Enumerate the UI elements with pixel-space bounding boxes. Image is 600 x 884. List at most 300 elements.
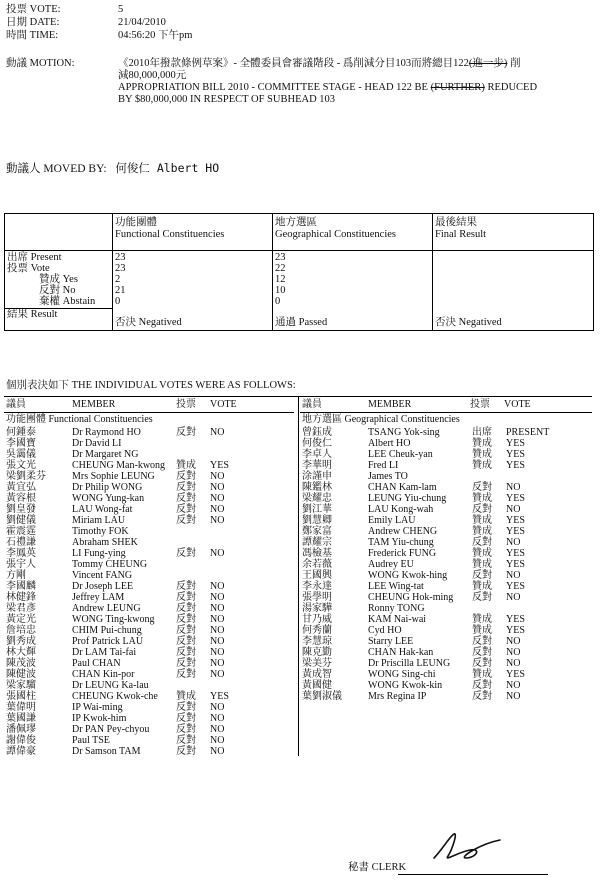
vote-en: YES: [506, 449, 525, 460]
vote-gc: 22: [275, 263, 286, 274]
member-vote-row: [300, 537, 590, 548]
vote-zh: 贊成: [472, 438, 492, 449]
motion-zh-part: 《2010年撥款條例草案》- 全體委員會審議階段 - 爲削減分目103而將總目122: [118, 58, 469, 69]
vote-zh: 反對: [472, 592, 492, 603]
member-name-en: Dr Priscilla LEUNG: [368, 658, 451, 669]
vote-en: NO: [210, 636, 225, 647]
motion-en-line1: [118, 82, 596, 94]
gc-col-vote-zh: 投票: [470, 399, 490, 410]
vote-zh: 反對: [472, 537, 492, 548]
member-name-zh: 梁耀忠: [302, 493, 332, 504]
member-name-en: Dr LEUNG Ka-lau: [72, 680, 149, 691]
vote-en: YES: [506, 669, 525, 680]
vote-en: NO: [210, 724, 225, 735]
vote-zh: 反對: [472, 647, 492, 658]
vote-zh: 反對: [176, 614, 196, 625]
no-fc: 21: [115, 285, 126, 296]
gc-col-member-en: MEMBER: [368, 399, 412, 410]
vote-zh: 贊成: [472, 669, 492, 680]
vote-en: NO: [210, 427, 225, 438]
member-name-en: Emily LAU: [368, 515, 416, 526]
vote-en: YES: [210, 691, 229, 702]
vote-en: NO: [210, 669, 225, 680]
mover-name: 何俊仁 Albert HO: [115, 161, 220, 175]
vote-zh: 反對: [176, 735, 196, 746]
member-name-zh: 潘佩璆: [6, 724, 36, 735]
member-name-zh: 陳健波: [6, 669, 36, 680]
vote-en: NO: [210, 548, 225, 559]
vote-en: NO: [210, 658, 225, 669]
member-name-en: Ronny TONG: [368, 603, 425, 614]
mover-row: [6, 162, 219, 176]
vote-en: YES: [506, 581, 525, 592]
member-name-zh: 涂謹申: [302, 471, 332, 482]
member-name-en: WONG Sing-chi: [368, 669, 436, 680]
member-vote-row: [4, 460, 294, 471]
member-name-en: WONG Yung-kan: [72, 493, 145, 504]
fc-col-vote-zh: 投票: [176, 399, 196, 410]
member-name-zh: 馮檢基: [302, 548, 332, 559]
vote-fc: 23: [115, 263, 126, 274]
vote-row-label: 投票 Vote: [7, 263, 50, 274]
member-vote-row: [4, 713, 294, 724]
member-vote-row: [4, 493, 294, 504]
member-name-en: Abraham SHEK: [72, 537, 138, 548]
vote-en: NO: [210, 614, 225, 625]
vote-zh: 反對: [472, 680, 492, 691]
member-vote-row: [300, 625, 590, 636]
member-name-en: Tommy CHEUNG: [72, 559, 148, 570]
fc-col-vote-en: VOTE: [210, 399, 237, 410]
motion-zh-line1: [118, 58, 596, 70]
vote-en: YES: [506, 515, 525, 526]
vote-zh: 反對: [472, 570, 492, 581]
member-name-zh: 林健鋒: [6, 592, 36, 603]
member-name-en: Dr David LI: [72, 438, 122, 449]
gc-col-member-zh: 議員: [302, 399, 322, 410]
no-label: 反對 No: [39, 285, 76, 296]
member-vote-row: [4, 625, 294, 636]
vote-en: NO: [210, 504, 225, 515]
vote-zh: 反對: [472, 482, 492, 493]
member-name-zh: 王國興: [302, 570, 332, 581]
member-vote-row: [4, 504, 294, 515]
member-name-zh: 何秀蘭: [302, 625, 332, 636]
member-vote-row: [300, 449, 590, 460]
member-name-en: CHEUNG Man-kwong: [72, 460, 166, 471]
member-vote-row: [4, 526, 294, 537]
member-name-en: Dr Raymond HO: [72, 427, 141, 438]
member-name-en: James TO: [368, 471, 408, 482]
final-header: [435, 217, 486, 241]
member-name-en: TAM Yiu-chung: [368, 537, 434, 548]
member-vote-row: [300, 438, 590, 449]
vote-zh: 反對: [176, 647, 196, 658]
vote-zh: 贊成: [472, 493, 492, 504]
member-name-en: WONG Ting-kwong: [72, 614, 155, 625]
member-vote-row: [300, 647, 590, 658]
result-label: 結果 Result: [7, 309, 58, 320]
member-vote-row: [4, 603, 294, 614]
member-vote-row: [4, 746, 294, 757]
vote-en: NO: [210, 735, 225, 746]
member-vote-row: [300, 691, 590, 702]
member-name-zh: 何俊仁: [302, 438, 332, 449]
member-name-en: Paul CHAN: [72, 658, 121, 669]
fc-header-zh: 功能團體: [115, 217, 157, 228]
fc-section-title: 功能團體 Functional Constituencies: [6, 414, 153, 425]
gc-col-vote-en: VOTE: [504, 399, 531, 410]
member-name-zh: 梁美芬: [302, 658, 332, 669]
vote-zh: 反對: [176, 713, 196, 724]
vote-en: YES: [506, 548, 525, 559]
member-name-zh: 黃國健: [302, 680, 332, 691]
member-name-zh: 林大輝: [6, 647, 36, 658]
vote-zh: 贊成: [472, 515, 492, 526]
member-name-en: LAU Kong-wah: [368, 504, 434, 515]
yes-gc: 12: [275, 274, 286, 285]
member-name-zh: 霍震霆: [6, 526, 36, 537]
time-label: 時間 TIME:: [6, 30, 59, 41]
vote-en: YES: [506, 614, 525, 625]
present-label: 出席 Present: [7, 252, 62, 263]
date-label: 日期 DATE:: [6, 17, 60, 28]
member-name-zh: 陳茂波: [6, 658, 36, 669]
member-name-zh: 鄭家富: [302, 526, 332, 537]
member-name-en: Vincent FANG: [72, 570, 133, 581]
member-vote-row: [4, 702, 294, 713]
vote-zh: 反對: [176, 746, 196, 757]
member-name-en: LEE Cheuk-yan: [368, 449, 433, 460]
member-vote-row: [4, 735, 294, 746]
vote-en: NO: [210, 581, 225, 592]
vote-zh: 贊成: [472, 526, 492, 537]
member-name-en: Miriam LAU: [72, 515, 126, 526]
vote-en: NO: [210, 515, 225, 526]
member-vote-row: [300, 515, 590, 526]
vote-value: 5: [118, 4, 124, 15]
member-name-zh: 吳靄儀: [6, 449, 36, 460]
member-vote-row: [4, 724, 294, 735]
date-value: 21/04/2010: [118, 17, 166, 28]
member-name-zh: 陳克勤: [302, 647, 332, 658]
vote-zh: 反對: [472, 691, 492, 702]
gc-result: 通過 Passed: [275, 317, 328, 328]
member-vote-row: [4, 471, 294, 482]
vote-zh: 贊成: [472, 559, 492, 570]
vote-zh: 反對: [176, 625, 196, 636]
vote-zh: 贊成: [472, 581, 492, 592]
member-vote-row: [300, 504, 590, 515]
member-name-en: Prof Patrick LAU: [72, 636, 144, 647]
member-name-en: Dr Samson TAM: [72, 746, 141, 757]
member-vote-row: [4, 537, 294, 548]
member-name-en: Paul TSE: [72, 735, 110, 746]
vote-zh: 贊成: [472, 548, 492, 559]
fc-col-member-en: MEMBER: [72, 399, 116, 410]
member-name-en: Andrew CHENG: [368, 526, 438, 537]
member-vote-row: [300, 559, 590, 570]
member-vote-row: [4, 548, 294, 559]
vote-en: NO: [210, 592, 225, 603]
member-name-zh: 黃定光: [6, 614, 36, 625]
member-name-en: LI Fung-ying: [72, 548, 126, 559]
member-name-en: Dr PAN Pey-chyou: [72, 724, 150, 735]
member-vote-row: [4, 636, 294, 647]
present-fc: 23: [115, 252, 126, 263]
vote-en: YES: [506, 438, 525, 449]
member-name-en: Audrey EU: [368, 559, 414, 570]
member-name-zh: 張宇人: [6, 559, 36, 570]
vote-en: NO: [506, 691, 521, 702]
yes-fc: 2: [115, 274, 121, 285]
vote-zh: 反對: [472, 636, 492, 647]
member-name-zh: 余若薇: [302, 559, 332, 570]
member-name-zh: 梁家騮: [6, 680, 36, 691]
member-vote-row: [300, 636, 590, 647]
vote-en: NO: [210, 482, 225, 493]
member-name-en: Starry LEE: [368, 636, 414, 647]
member-name-zh: 劉江華: [302, 504, 332, 515]
member-name-zh: 方剛: [6, 570, 26, 581]
vote-zh: 反對: [176, 493, 196, 504]
member-name-en: Andrew LEUNG: [72, 603, 141, 614]
member-name-zh: 陳鑑林: [302, 482, 332, 493]
vote-en: NO: [506, 658, 521, 669]
member-vote-row: [4, 658, 294, 669]
member-vote-row: [300, 680, 590, 691]
member-name-zh: 石禮謙: [6, 537, 36, 548]
member-name-en: IP Kwok-him: [72, 713, 127, 724]
member-name-en: WONG Kwok-hing: [368, 570, 448, 581]
member-vote-row: [300, 658, 590, 669]
member-name-zh: 湯家驊: [302, 603, 332, 614]
member-vote-row: [300, 460, 590, 471]
vote-zh: 贊成: [472, 614, 492, 625]
final-header-en: Final Result: [435, 229, 487, 240]
member-vote-row: [4, 680, 294, 691]
member-vote-row: [300, 614, 590, 625]
abstain-label: 棄權 Abstain: [39, 296, 96, 307]
member-name-en: KAM Nai-wai: [368, 614, 427, 625]
member-name-en: WONG Kwok-kin: [368, 680, 443, 691]
fc-col-member-zh: 議員: [6, 399, 26, 410]
time-row: [6, 30, 193, 42]
vote-zh: 反對: [176, 471, 196, 482]
member-name-zh: 劉健儀: [6, 515, 36, 526]
member-name-en: LAU Wong-fat: [72, 504, 133, 515]
member-name-en: LEE Wing-tat: [368, 581, 424, 592]
member-vote-row: [300, 427, 590, 438]
vote-zh: 贊成: [472, 625, 492, 636]
motion-zh-part-b: 削: [507, 58, 521, 69]
vote-en: NO: [210, 603, 225, 614]
member-name-en: Fred LI: [368, 460, 399, 471]
member-vote-row: [4, 427, 294, 438]
vote-en: NO: [210, 713, 225, 724]
vote-en: YES: [506, 460, 525, 471]
vote-en: NO: [210, 493, 225, 504]
member-name-en: CHEUNG Kwok-che: [72, 691, 158, 702]
member-name-zh: 梁劉柔芬: [6, 471, 46, 482]
abstain-gc: 0: [275, 296, 281, 307]
vote-en: YES: [506, 526, 525, 537]
fc-header-en: Functional Constituencies: [115, 229, 225, 240]
member-name-zh: 張學明: [302, 592, 332, 603]
member-name-en: Albert HO: [368, 438, 411, 449]
member-name-zh: 譚耀宗: [302, 537, 332, 548]
vote-en: NO: [210, 471, 225, 482]
vote-en: YES: [506, 559, 525, 570]
member-name-zh: 詹培忠: [6, 625, 36, 636]
member-vote-row: [4, 669, 294, 680]
member-name-zh: 甘乃威: [302, 614, 332, 625]
member-name-zh: 黃宜弘: [6, 482, 36, 493]
no-gc: 10: [275, 285, 286, 296]
vote-zh: 贊成: [176, 460, 196, 471]
member-name-zh: 李慧琼: [302, 636, 332, 647]
time-value: 04:56:20 下午pm: [118, 30, 193, 41]
member-vote-row: [300, 581, 590, 592]
motion-text: [118, 58, 596, 106]
abstain-fc: 0: [115, 296, 121, 307]
vote-zh: 反對: [176, 669, 196, 680]
final-header-zh: 最後結果: [435, 217, 477, 228]
member-name-zh: 劉慧卿: [302, 515, 332, 526]
member-vote-row: [300, 482, 590, 493]
member-vote-row: [4, 449, 294, 460]
motion-zh-line2: 減80,000,000元: [118, 70, 187, 81]
motion-zh-strike: (進一步): [468, 58, 508, 69]
member-name-zh: 梁君彥: [6, 603, 36, 614]
motion-en-strike: (FURTHER): [430, 82, 485, 93]
member-name-zh: 何鍾泰: [6, 427, 36, 438]
fc-header: [115, 217, 224, 241]
member-name-zh: 李國寶: [6, 438, 36, 449]
member-vote-row: [4, 647, 294, 658]
vote-zh: 反對: [472, 658, 492, 669]
vote-en: NO: [506, 504, 521, 515]
member-name-zh: 李鳳英: [6, 548, 36, 559]
member-vote-row: [4, 482, 294, 493]
member-vote-row: [4, 438, 294, 449]
vote-zh: 反對: [176, 482, 196, 493]
yes-label: 贊成 Yes: [39, 274, 78, 285]
member-vote-row: [4, 581, 294, 592]
member-name-zh: 葉國謙: [6, 713, 36, 724]
member-name-zh: 謝偉俊: [6, 735, 36, 746]
member-name-en: CHAN Hak-kan: [368, 647, 434, 658]
vote-zh: 反對: [176, 603, 196, 614]
member-name-zh: 李永達: [302, 581, 332, 592]
motion-label: 動議 MOTION:: [6, 58, 75, 69]
vote-en: NO: [210, 702, 225, 713]
member-name-en: Mrs Regina IP: [368, 691, 427, 702]
gc-header: [275, 217, 396, 241]
member-name-zh: 黃成智: [302, 669, 332, 680]
member-vote-row: [300, 548, 590, 559]
member-vote-row: [300, 669, 590, 680]
member-name-zh: 葉偉明: [6, 702, 36, 713]
member-name-en: Mrs Sophie LEUNG: [72, 471, 155, 482]
member-name-en: Dr LAM Tai-fai: [72, 647, 137, 658]
vote-zh: 反對: [176, 702, 196, 713]
clerk-signature-line: [398, 874, 548, 875]
vote-zh: 贊成: [472, 449, 492, 460]
member-vote-row: [300, 603, 590, 614]
member-name-en: Timothy FOK: [72, 526, 129, 537]
vote-zh: 贊成: [176, 691, 196, 702]
mover-label: 動議人 MOVED BY:: [6, 163, 107, 175]
member-name-en: LEUNG Yiu-chung: [368, 493, 447, 504]
member-name-zh: 張文光: [6, 460, 36, 471]
member-vote-row: [300, 493, 590, 504]
member-name-en: Cyd HO: [368, 625, 402, 636]
vote-en: YES: [506, 625, 525, 636]
member-name-en: Dr Joseph LEE: [72, 581, 134, 592]
summary-table: [4, 213, 594, 331]
individual-votes-heading: 個別表決如下 THE INDIVIDUAL VOTES WERE AS FOLLOWS:: [6, 380, 296, 391]
member-name-en: CHAN Kam-lam: [368, 482, 437, 493]
vote-zh: 反對: [176, 636, 196, 647]
gc-header-en: Geographical Constituencies: [275, 229, 397, 240]
member-name-en: IP Wai-ming: [72, 702, 123, 713]
member-name-en: Jeffrey LAM: [72, 592, 125, 603]
member-vote-row: [4, 515, 294, 526]
clerk-label: 秘書 CLERK: [348, 862, 407, 873]
gc-section-title: 地方選區 Geographical Constituencies: [302, 414, 460, 425]
member-name-en: Frederick FUNG: [368, 548, 437, 559]
vote-en: NO: [210, 625, 225, 636]
member-name-en: CHAN Kin-por: [72, 669, 135, 680]
vote-en: NO: [506, 636, 521, 647]
vote-zh: 反對: [176, 658, 196, 669]
vote-zh: 反對: [176, 504, 196, 515]
vote-en: YES: [506, 493, 525, 504]
member-vote-row: [300, 471, 590, 482]
clerk-signature: [430, 830, 510, 866]
vote-en: YES: [210, 460, 229, 471]
member-vote-row: [4, 559, 294, 570]
member-vote-row: [4, 691, 294, 702]
member-name-zh: 葉劉淑儀: [302, 691, 342, 702]
member-vote-row: [4, 614, 294, 625]
fc-result: 否決 Negatived: [115, 317, 182, 328]
vote-en: NO: [506, 680, 521, 691]
member-name-zh: 譚偉豪: [6, 746, 36, 757]
vote-en: NO: [210, 647, 225, 658]
vote-en: NO: [506, 482, 521, 493]
final-result: 否決 Negatived: [435, 317, 502, 328]
vote-number-row: [6, 4, 124, 16]
member-name-zh: 劉皇發: [6, 504, 36, 515]
member-vote-row: [300, 592, 590, 603]
member-vote-row: [4, 592, 294, 603]
member-name-zh: 張國柱: [6, 691, 36, 702]
vote-en: NO: [506, 537, 521, 548]
present-gc: 23: [275, 252, 286, 263]
vote-zh: 反對: [176, 724, 196, 735]
member-name-en: TSANG Yok-sing: [368, 427, 440, 438]
vote-zh: 反對: [176, 581, 196, 592]
vote-zh: 出席: [472, 427, 492, 438]
date-row: [6, 17, 166, 29]
vote-zh: 贊成: [472, 460, 492, 471]
member-name-en: CHEUNG Hok-ming: [368, 592, 454, 603]
member-name-zh: 李卓人: [302, 449, 332, 460]
member-name-zh: 劉秀成: [6, 636, 36, 647]
member-name-en: Dr Margaret NG: [72, 449, 139, 460]
